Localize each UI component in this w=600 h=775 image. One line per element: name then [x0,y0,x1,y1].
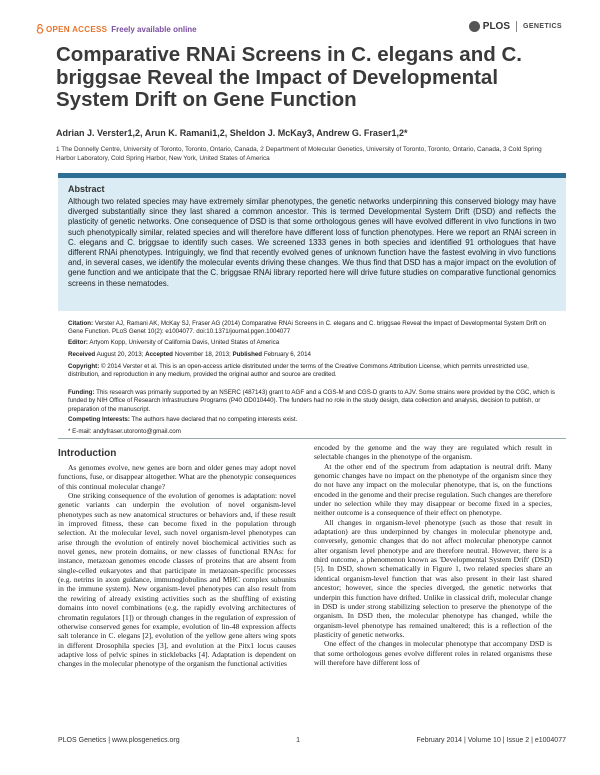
paragraph: All changes in organism-level phenotype (such as those that result in adaptation) are thus underpinned by changes in molecular phenotype and, conversely, genomic changes that do not affect molecular phenotype cannot alter organism level phenotype and are therefore neutral. However, there is a third outcome, a phenomenon known as 'Developmental System Drift' (DSD) [5]. In DSD, shown schematically in Figure 1, two related species share an identical organism-level function that was also present in their last shared ancestor; however, since the species diverged, the genetic networks that underpin this function have drifted. Unlike in classical drift, molecular change in DSD is under strong stabilizing selection to preserve the phenotype of the organism. In DSD then, the molecular phenotype has changed, while the organism-level phenotype has remained unaltered; this is a reflection of the plasticity of genetic networks. [314,517,552,639]
paragraph: encoded by the genome and the way they are regulated which result in selectable changes in the phenotype of the organism. [314,443,552,462]
free-availability-label: Freely available online [111,25,197,34]
open-access-lock-icon [36,24,44,34]
abstract-heading: Abstract [68,184,105,194]
meta-divider [58,438,566,439]
journal-name: GENETICS [523,23,562,30]
paragraph: At the other end of the spectrum from adaptation is neutral drift. Many genomic changes have no impact on the phenotype of the organism since they do not have any impact on the molecular phenotype, that is, on the functions encoded in the genome and their precise regulation. Such changes are therefore under no selection while they may disappear or become fixed in a species, neither outcome is a consequence of their effect on phenotype. [314,461,552,518]
published-label: Published [232,351,263,358]
plos-bubble-icon [469,21,480,32]
received-date: August 20, 2013; [96,351,144,358]
abstract-text: Although two related species may have extremely similar phenotypes, the genetic networks underpinning this conserved biology may have diverged substantially since they last shared a common ancestor. This is termed Developmental System Drift (DSD) and reflects the plasticity of genetic networks. One consequence of DSD is that some orthologous genes will have evolved different in vivo functions in two such phenotypically similar, related species and will therefore have different loss of function phenotypes. Here we report an RNAi screen in C. elegans and C. briggsae to identify such cases. We screened 1333 genes in both species and identified 91 orthologues that have different RNAi phenotypes. Intriguingly, we find that recently evolved genes of unknown function have the fastest evolving in vivo functions and, in several cases, we identify the molecular events driving these changes. We thus find that DSD has a major impact on the evolution of gene function and we anticipate that the C. briggsae RNAi library reported here will drive future studies on comparative functional genomics screens in these nematodes. [68,197,556,288]
editor-text: Artyom Kopp, University of California Davis, United States of America [89,339,280,346]
open-access-banner [36,24,197,34]
copyright-text: © 2014 Verster et al. This is an open-access article distributed under the terms of the Creative Commons Attribution License, which permits unrestricted use, distribution, and reproduction in any medium, provided the original author and source are credited. [68,363,529,379]
received-label: Received [68,351,96,358]
copyright-label: Copyright: [68,363,100,370]
page-number: 1 [296,737,301,744]
article-title: Comparative RNAi Screens in C. elegans and C. briggsae Reveal the Impact of Developmental System Drift on Gene Function [56,43,522,111]
editor-label: Editor: [68,339,88,346]
plos-wordmark: PLOS [482,21,511,32]
published-date: February 6, 2014 [263,351,311,358]
page-footer [58,737,566,744]
funding-label: Funding: [68,389,95,396]
body-column-left [58,463,296,669]
abstract-box [58,173,566,311]
logo-divider [516,21,517,32]
footer-issue: February 2014 | Volume 10 | Issue 2 | e1004077 [416,737,566,744]
funding-text: This research was primarily supported by an NSERC (487143) grant to AGF and a CGS-M and CGS-D grants to AJV. Some strains were provided by the CGC, which is funded by NIH Office of Research Infrastructure Programs (P40 OD010440). The funders had no role in the study design, data collection and analysis, decision to publish, or preparation of the manuscript. [68,389,555,413]
competing-text: The authors have declared that no competing interests exist. [131,416,298,423]
paragraph: One effect of the changes in molecular phenotype that accompany DSD is that some orthologous genes evolve different roles in related organisms these will therefore have different loss of [314,639,552,667]
citation-text: Verster AJ, Ramani AK, McKay SJ, Fraser AG (2014) Comparative RNAi Screens in C. elegans and C. briggsae Reveal the Impact of Developmental System Drift on Gene Function. PLoS Genet 10(2): e1004077. doi:10.1371/journal.pgen.1004077 [68,320,547,336]
citation-line [68,320,556,337]
accepted-label: Accepted [145,351,173,358]
funding-line [68,389,556,414]
paragraph: As genomes evolve, new genes are born and older genes may adopt novel functions, fuse, or disappear altogether. What are the phenotypic consequences of this continual molecular change? [58,463,296,491]
editor-line [68,339,556,347]
open-access-label: OPEN ACCESS [46,25,108,34]
affiliations: 1 The Donnelly Centre, University of Toronto, Toronto, Ontario, Canada, 2 Department of Molecular Genetics, University of Toronto, Toronto, Ontario, Canada, 3 Cold Spring Harbor Laboratory, Cold Spring Harbor, New York, United States of America [56,146,542,162]
section-heading-introduction: Introduction [58,448,117,459]
footer-journal[interactable]: PLOS Genetics | www.plosgenetics.org [58,737,180,744]
paragraph: One striking consequence of the evolution of genomes is adaptation: novel genetic variants can underpin the evolution of novel organism-level phenotypes such as new anatomical structures or behaviors and, if these result in improved fitness, these can become fixed in the population through selection. At the molecular level, such novel organism-level phenotypes can arise through the evolution of entirely novel biochemical activities such as novel genes, new protein domains, or new classes of functional RNAs: for instance, metazoan genomes encode classes of proteins that are absent from single-celled eukaryotes and that participate in metazoan-specific processes (e.g. netrins in axon guidance, immunoglobulins and MHC complex subunits in the immune system). New organism-level phenotypes can also result from the rewiring of already existing activities such as the shuffling of existing domains into novel combinations (e.g. the rapidly evolving architectures of chromatin regulators [1]) or through changes in the regulation of expression of otherwise conserved genes for example, evolution of lin-48 expression affects salt tolerance in C. elegans [2], evolution of the yellow gene alters wing spots in different Drosophila species [3], and evolution at the Pitx1 locus causes adaptive loss of pelvic spines in sticklebacks [4]. Adaptation is dependent on changes in the molecular phenotype of the organism the functional activities [58,491,296,669]
journal-logo[interactable] [469,21,562,32]
dates-line [68,351,556,359]
copyright-line [68,363,556,380]
competing-interests-line [68,416,556,424]
email-line[interactable]: * E-mail: andyfraser.utoronto@gmail.com [68,428,181,435]
accepted-date: November 18, 2013; [174,351,231,358]
citation-label: Citation: [68,320,94,327]
body-column-right [314,443,552,667]
author-list: Adrian J. Verster1,2, Arun K. Ramani1,2, Sheldon J. McKay3, Andrew G. Fraser1,2* [56,128,408,138]
competing-label: Competing Interests: [68,416,130,423]
